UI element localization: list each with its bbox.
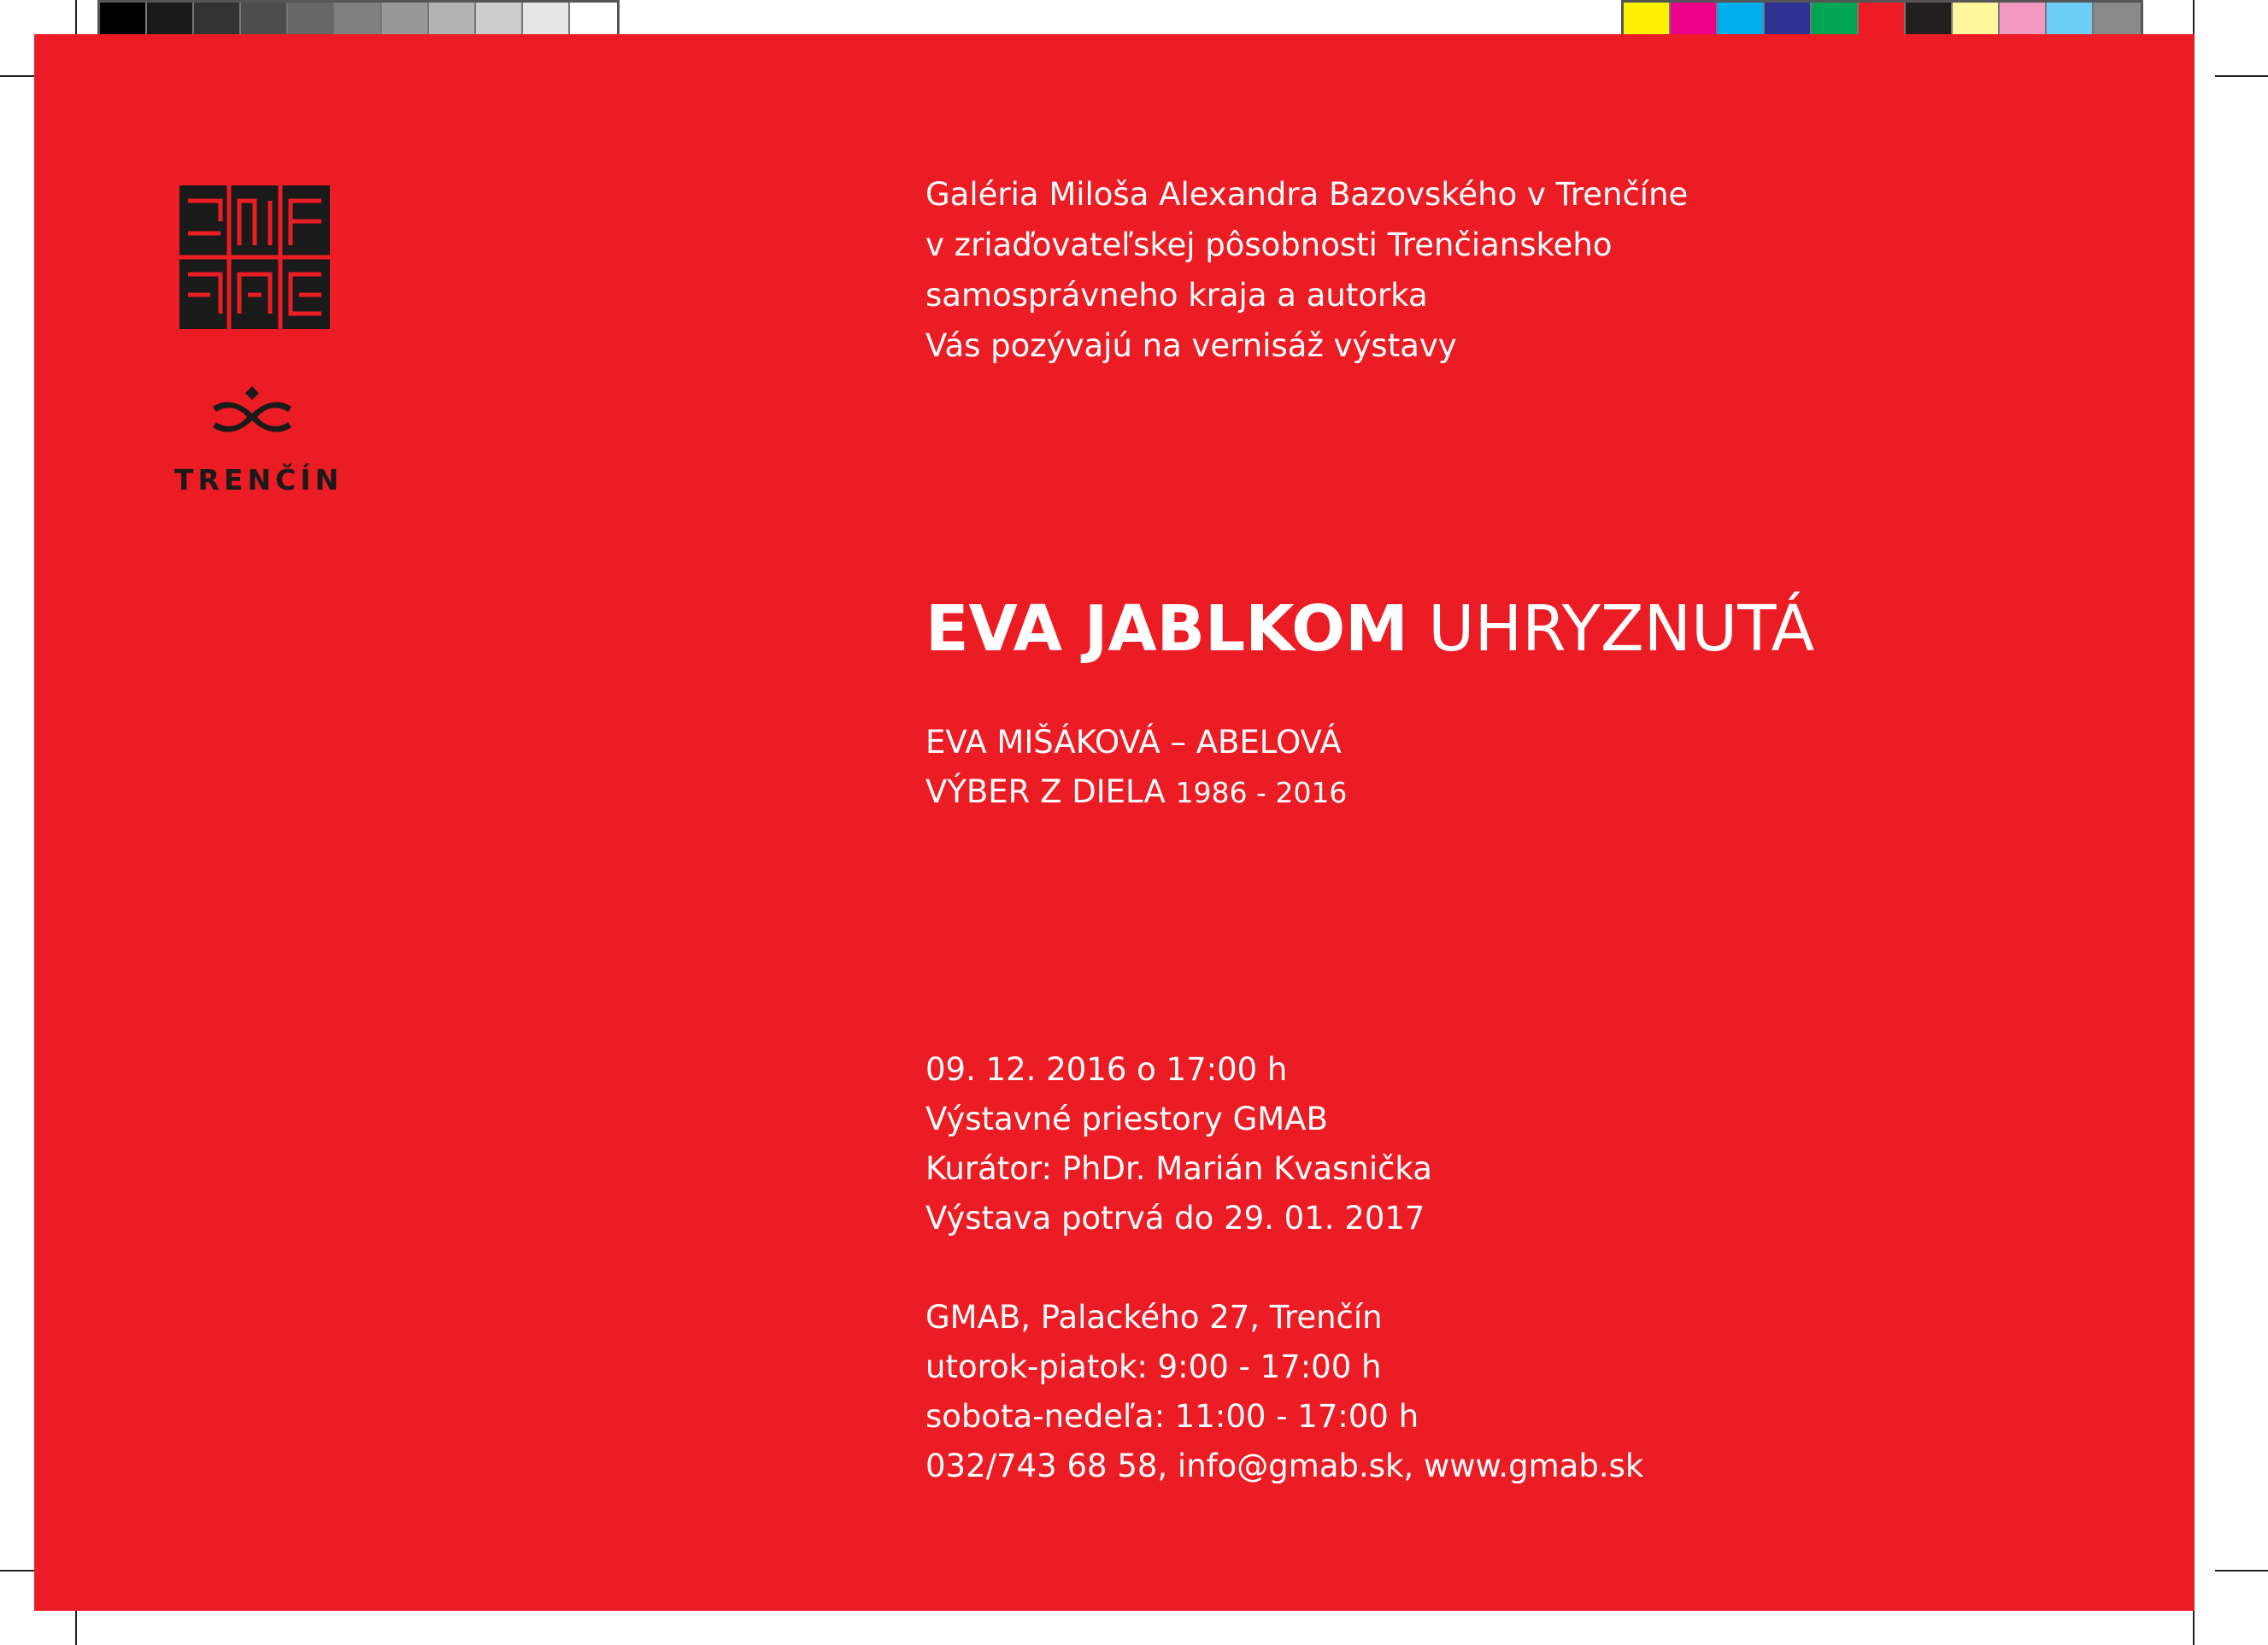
crop-mark <box>2215 75 2268 77</box>
exhibition-title <box>925 590 1814 667</box>
invitation-intro <box>925 169 1688 371</box>
title-bold: EVA JABLKOM <box>925 592 1408 666</box>
venue: Výstavné priestory GMAB <box>925 1101 1328 1137</box>
address: GMAB, Palackého 27, Trenčín <box>925 1299 1383 1336</box>
selection-years: 1986 - 2016 <box>1175 776 1348 809</box>
invitation-card <box>34 34 2195 1611</box>
selection-label: VÝBER Z DIELA <box>925 773 1166 810</box>
intro-line: samosprávneho kraja a autorka <box>925 277 1428 314</box>
exhibition-subtitle <box>925 718 1347 818</box>
intro-line: v zriaďovateľskej pôsobnosti Trenčianskeho <box>925 226 1613 263</box>
selection-line <box>925 767 1347 818</box>
crop-mark <box>2215 1570 2268 1572</box>
hours-weekday: utorok-piatok: 9:00 - 17:00 h <box>925 1348 1382 1385</box>
duration-date: 29. 01. 2017 <box>1224 1200 1425 1237</box>
opening-date: 09. 12. 2016 o 17:00 h <box>925 1051 1288 1088</box>
duration <box>925 1194 1643 1243</box>
spacer <box>925 1243 1643 1293</box>
contact-info: 032/743 68 58, info@gmab.sk, www.gmab.sk <box>925 1448 1644 1484</box>
intro-line: Vás pozývajú na vernisáž výstavy <box>925 327 1457 364</box>
intro-line: Galéria Miloša Alexandra Bazovského v Trenčíne <box>925 176 1689 213</box>
gmab-logo-icon <box>179 185 330 329</box>
trencin-logo-label: TRENČÍN <box>174 463 344 496</box>
title-light: UHRYZNUTÁ <box>1428 592 1815 666</box>
exhibition-details <box>925 1045 1643 1491</box>
artist-name: EVA MIŠÁKOVÁ – ABELOVÁ <box>925 724 1342 761</box>
hours-weekend: sobota-nedeľa: 11:00 - 17:00 h <box>925 1398 1419 1435</box>
duration-prefix: Výstava potrvá do <box>925 1200 1214 1237</box>
trencin-emblem-icon <box>209 386 295 441</box>
curator: Kurátor: PhDr. Marián Kvasnička <box>925 1150 1432 1187</box>
